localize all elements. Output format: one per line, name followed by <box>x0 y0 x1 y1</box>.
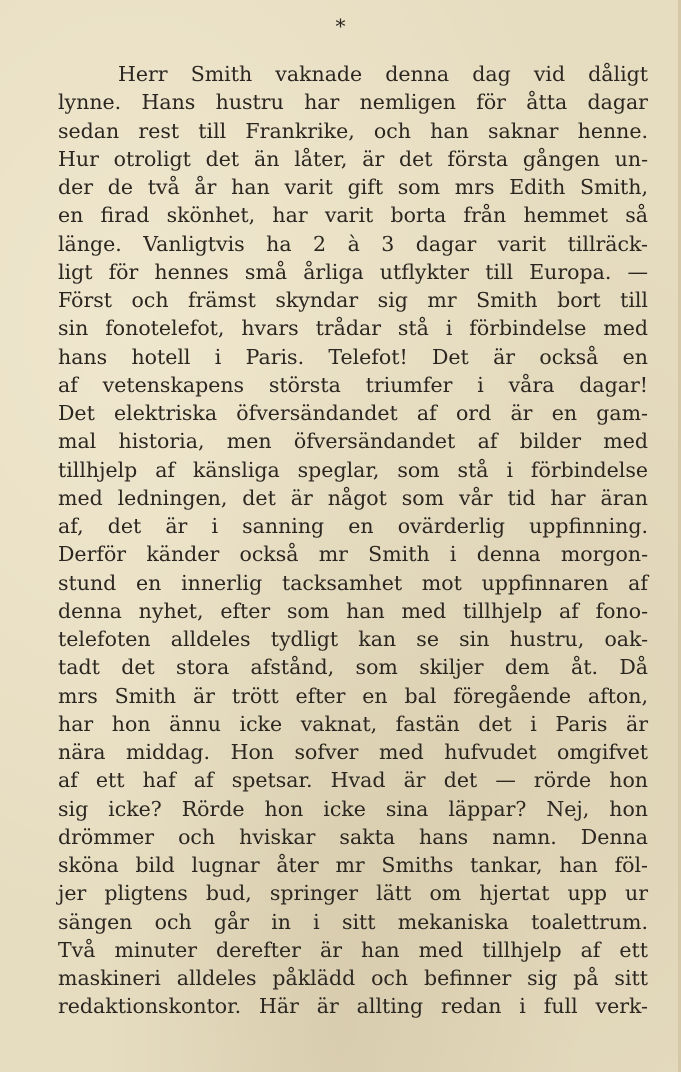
text-line: Två minuter derefter är han med tillhjelp af ett <box>58 937 648 962</box>
text-line: der de två år han varit gift som mrs Edith Smith, <box>58 175 648 199</box>
text-line: Först och främst skyndar sig mr Smith bort till <box>58 288 648 312</box>
text-line: af, det är i sanning en ovärderlig uppfinning. <box>58 514 648 538</box>
text-line: sin fonotelefot, hvars trådar stå i förbindelse med <box>58 316 648 341</box>
text-line: denna nyhet, efter som han med tillhjelp af fono- <box>58 598 648 623</box>
text-line: af vetenskapens största triumfer i våra dagar! <box>58 372 648 397</box>
text-line: telefoten alldeles tydligt kan se sin hustru, oak- <box>58 627 648 651</box>
text-line: med ledningen, det är något som vår tid har äran <box>58 485 648 510</box>
text-line: har hon ännu icke vaknat, fastän det i Paris är <box>58 711 648 736</box>
text-line: en firad skönhet, har varit borta från hemmet så <box>58 203 648 228</box>
text-line: af ett haf af spetsar. Hvad är det — rörde hon <box>58 768 648 793</box>
text-line: maskineri alldeles påklädd och befinner sig på sitt <box>58 966 648 990</box>
text-line: Derför känder också mr Smith i denna morgon- <box>58 542 648 567</box>
ornament-asterisk: * <box>335 14 346 38</box>
body-text <box>58 60 648 1021</box>
text-line: nära middag. Hon sofver med hufvudet omgifvet <box>58 740 648 764</box>
text-line: sedan rest till Frankrike, och han saknar henne. <box>58 118 648 143</box>
text-line: Herr Smith vaknade denna dag vid dåligt <box>118 62 648 86</box>
text-line: tillhjelp af känsliga speglar, som stå i förbindelse <box>58 457 648 482</box>
text-line: Det elektriska öfversändandet af ord är en gam- <box>58 401 648 425</box>
text-line: Hur otroligt det än låter, är det första gången un- <box>58 146 648 171</box>
text-line: mrs Smith är trött efter en bal föregående afton, <box>58 683 648 708</box>
text-line: drömmer och hviskar sakta hans namn. Denna <box>58 824 648 849</box>
text-line: sängen och går in i sitt mekaniska toalettrum. <box>58 909 648 934</box>
text-line: hans hotell i Paris. Telefot! Det är också en <box>58 344 648 369</box>
text-line: tadt det stora afstånd, som skiljer dem åt. Då <box>58 655 648 680</box>
text-line: lynne. Hans hustru har nemligen för åtta dagar <box>58 90 648 115</box>
text-line: sköna bild lugnar åter mr Smiths tankar, han föl- <box>58 853 648 877</box>
text-line: mal historia, men öfversändandet af bilder med <box>58 429 648 454</box>
text-line: redaktionskontor. Här är allting redan i full verk- <box>58 994 648 1019</box>
text-line: stund en innerlig tacksamhet mot uppfinnaren af <box>58 570 648 595</box>
text-line: ligt för hennes små årliga utflykter till Europa. — <box>58 259 648 284</box>
text-line: sig icke? Rörde hon icke sina läppar? Nej, hon <box>58 796 648 821</box>
text-line: jer pligtens bud, springer lätt om hjertat upp ur <box>58 881 648 906</box>
text-line: länge. Vanligtvis ha 2 à 3 dagar varit tillräck- <box>58 231 648 256</box>
